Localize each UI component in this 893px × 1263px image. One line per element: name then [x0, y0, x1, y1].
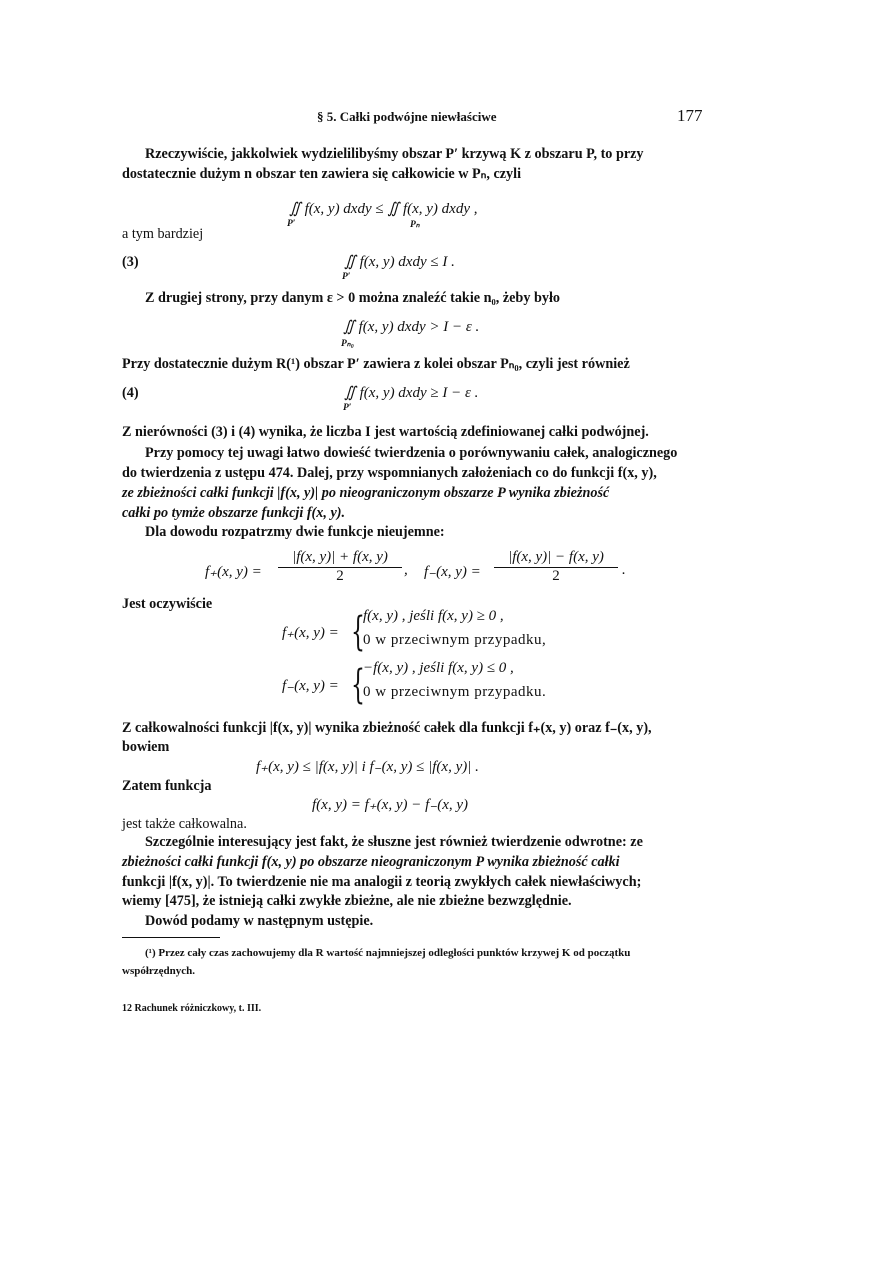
fraction-denominator: 2 — [552, 568, 560, 584]
paragraph-line: dostatecznie dużym n obszar ten zawiera się całkowicie w Pₙ, czyli — [122, 166, 522, 182]
paragraph-line: Przy dostatecznie dużym R(¹) obszar P′ zawiera z kolei obszar Pₙ₀, czyli jest również — [122, 356, 630, 372]
case-line: f(x, y) , jeśli f(x, y) ≥ 0 , — [363, 608, 504, 624]
fplus-fraction — [278, 549, 402, 585]
paragraph-line: Z drugiej strony, przy danym ε > 0 można znaleźć takie n₀, żeby było — [145, 290, 560, 306]
fraction-denominator: 2 — [336, 568, 344, 584]
paragraph-line: Zatem funkcja — [122, 778, 212, 794]
page-number: 177 — [677, 106, 703, 125]
period: . — [622, 562, 626, 578]
fminus-fraction — [494, 549, 618, 585]
equation-subscript: P′ — [343, 403, 352, 413]
paragraph-line: Rzeczywiście, jakkolwiek wydzielilibyśmy obszar P′ krzywą K z obszaru P, to przy — [145, 146, 644, 162]
equation-label: (4) — [122, 385, 139, 401]
paragraph-line: Dowód podamy w następnym ustępie. — [145, 913, 374, 929]
paragraph-line: Szczególnie interesujący jest fakt, że słuszne jest również twierdzenie odwrotne: ze — [145, 834, 643, 850]
left-brace: { — [351, 609, 365, 655]
case-line: −f(x, y) , jeśli f(x, y) ≤ 0 , — [363, 660, 514, 676]
equation-subscript: Pₙ₀ — [341, 339, 354, 349]
equation-integral-comparison: ∬ f(x, y) dxdy ≤ ∬ f(x, y) dxdy , — [289, 201, 478, 217]
case-line: 0 w przeciwnym przypadku, — [363, 632, 547, 648]
paragraph-line: jest także całkowalna. — [122, 816, 247, 832]
paragraph-line: ze zbieżności całki funkcji |f(x, y)| po nieograniczonym obszarze P wynika zbieżność — [122, 485, 610, 501]
paragraph-line: Przy pomocy tej uwagi łatwo dowieść twierdzenia o porównywaniu całek, analogicznego — [145, 445, 678, 461]
equation-difference: f(x, y) = f₊(x, y) − f₋(x, y) — [312, 797, 468, 813]
paragraph-line: funkcji |f(x, y)|. To twierdzenie nie ma analogii z teorią zwykłych całek niewłaściwych; — [122, 874, 642, 890]
comma: , — [404, 562, 408, 578]
case-plus-lhs: f₊(x, y) = — [282, 625, 339, 641]
paragraph-line: wiemy [475], że istnieją całki zwykłe zbieżne, ale nie zbieżne bezwzględnie. — [122, 893, 572, 909]
equation-subscript: P′ — [342, 272, 351, 282]
footnote-line: współrzędnych. — [122, 965, 196, 977]
paragraph-line: całki po tymże obszarze funkcji f(x, y). — [122, 505, 346, 521]
paragraph-line: a tym bardziej — [122, 226, 204, 242]
paragraph-line: zbieżności całki funkcji f(x, y) po obszarze nieograniczonym P wynika zbieżność całki — [122, 854, 620, 870]
paragraph-line: Jest oczywiście — [122, 596, 213, 612]
fminus-lhs: f₋(x, y) = — [424, 564, 481, 580]
paragraph-line: Dla dowodu rozpatrzmy dwie funkcje nieujemne: — [145, 524, 445, 540]
fplus-lhs: f₊(x, y) = — [205, 564, 262, 580]
left-brace: { — [351, 662, 365, 708]
equation-label: (3) — [122, 254, 139, 270]
case-minus-lhs: f₋(x, y) = — [282, 678, 339, 694]
paragraph-line: do twierdzenia z ustępu 474. Dalej, przy wspomnianych założeniach co do funkcji f(x, y), — [122, 465, 657, 481]
equation-4: ∬ f(x, y) dxdy ≥ I − ε . — [344, 385, 479, 401]
paragraph-line: Z całkowalności funkcji |f(x, y)| wynika zbieżność całek dla funkcji f₊(x, y) oraz f₋(x, y), — [122, 720, 652, 736]
fraction-numerator: |f(x, y)| + f(x, y) — [278, 549, 402, 568]
fraction-numerator: |f(x, y)| − f(x, y) — [494, 549, 618, 568]
equation-subscript: P′ — [287, 219, 296, 229]
footnote-line: (¹) Przez cały czas zachowujemy dla R wartość najmniejszej odległości punktów krzywej K od początku — [145, 947, 631, 959]
equation-3: ∬ f(x, y) dxdy ≤ I . — [344, 254, 455, 270]
inequality: f₊(x, y) ≤ |f(x, y)| i f₋(x, y) ≤ |f(x, y)| . — [256, 759, 479, 775]
footnote-rule — [122, 937, 220, 938]
equation-n0: ∬ f(x, y) dxdy > I − ε . — [343, 319, 480, 335]
paragraph-line: Z nierówności (3) i (4) wynika, że liczba I jest wartością zdefiniowanej całki podwójnej. — [122, 424, 649, 440]
running-header: § 5. Całki podwójne niewłaściwe — [317, 109, 497, 124]
equation-subscript: Pₙ — [410, 220, 420, 230]
paragraph-line: bowiem — [122, 739, 170, 755]
case-line: 0 w przeciwnym przypadku. — [363, 684, 547, 700]
page-footer: 12 Rachunek różniczkowy, t. III. — [122, 1003, 262, 1014]
